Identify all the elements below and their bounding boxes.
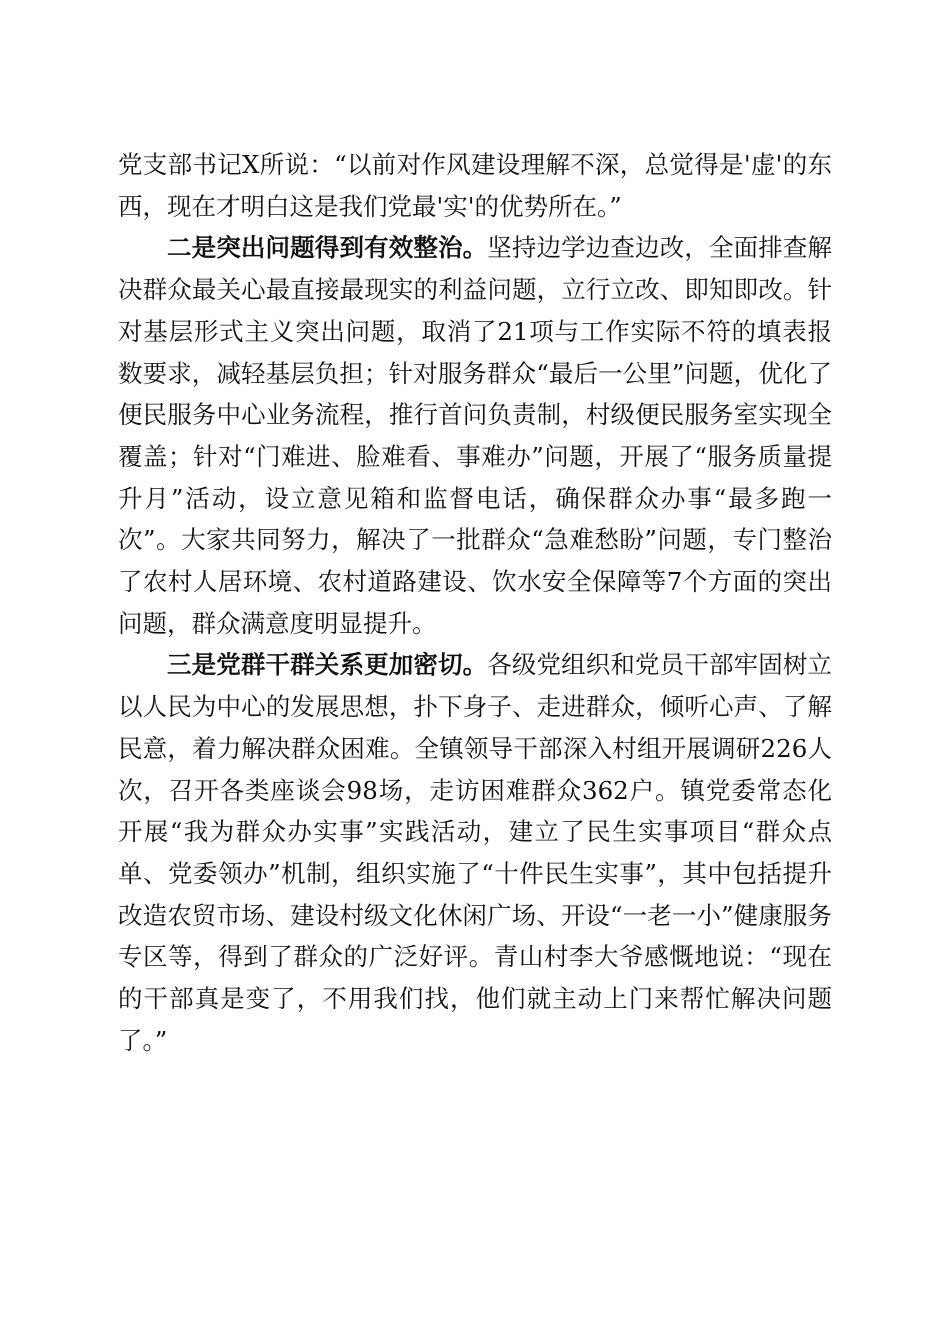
paragraph-body: 各级党组织和党员干部牢固树立以人民为中心的发展思想，扑下身子、走进群众，倾听心声、了解民意，着力解决群众困难。全镇领导干部深入村组开展调研226人次，召开各类座谈会98场，走访困难群众362户。镇党委常态化开展“我为群众办实事”实践活动，建立了民生实事项目“群众点单、党委领办”机制，组织实施了“十件民生实事”，其中包括提升改造农贸市场、建设村级文化休闲广场、开设“一老一小”健康服务专区等，得到了群众的广泛好评。青山村李大爷感慨地说：“现在的干部真是变了，不用我们找，他们就主动上门来帮忙解决问题了。” [118, 650, 832, 1055]
paragraph-heading: 三是党群干群关系更加密切。 [167, 650, 488, 680]
paragraph-heading: 二是突出问题得到有效整治。 [167, 233, 488, 263]
paragraph-quote [118, 144, 832, 227]
paragraph-party-relations [118, 644, 832, 1061]
document-body [118, 144, 832, 1061]
paragraph-body: 党支部书记X所说：“以前对作风建设理解不深，总觉得是'虚'的东西，现在才明白这是我们党最'实'的优势所在。” [118, 150, 832, 221]
paragraph-problem-rectification [118, 227, 832, 644]
paragraph-body: 坚持边学边查边改，全面排查解决群众最关心最直接最现实的利益问题，立行立改、即知即改。针对基层形式主义突出问题，取消了21项与工作实际不符的填表报数要求，减轻基层负担；针对服务群众“最后一公里”问题，优化了便民服务中心业务流程，推行首问负责制，村级便民服务室实现全覆盖；针对“门难进、脸难看、事难办”问题，开展了“服务质量提升月”活动，设立意见箱和监督电话，确保群众办事“最多跑一次”。大家共同努力，解决了一批群众“急难愁盼”问题，专门整治了农村人居环境、农村道路建设、饮水安全保障等7个方面的突出问题，群众满意度明显提升。 [118, 233, 832, 638]
